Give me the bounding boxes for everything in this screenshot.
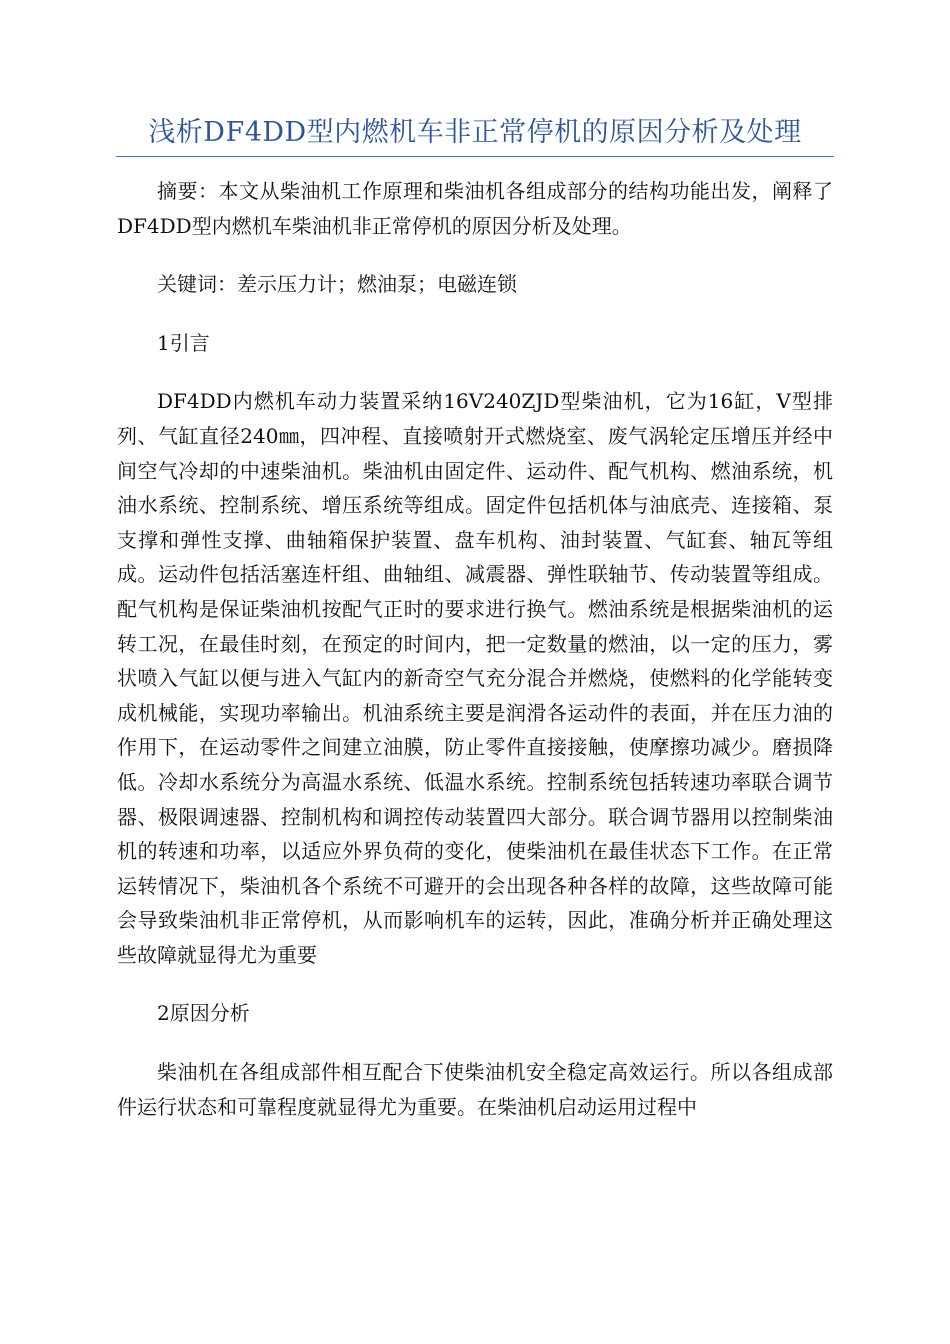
keywords-paragraph: 关键词：差示压力计；燃油泵；电磁连锁 bbox=[157, 272, 517, 297]
section-heading-introduction: 1引言 bbox=[157, 330, 210, 355]
cause-analysis-paragraph: 柴油机在各组成部件相互配合下使柴油机安全稳定高效运行。所以各组成部件运行状态和可靠程度就显得尤为重要。在柴油机启动运用过程中 bbox=[117, 1060, 833, 1119]
document-body bbox=[117, 174, 833, 1124]
section-heading-cause-analysis: 2原因分析 bbox=[157, 1001, 250, 1026]
document-title: 浅析DF4DD型内燃机车非正常停机的原因分析及处理 bbox=[148, 117, 802, 148]
title-block bbox=[116, 110, 834, 157]
abstract-paragraph: 摘要：本文从柴油机工作原理和柴油机各组成部分的结构功能出发，阐释了DF4DD型内燃机车柴油机非正常停机的原因分析及处理。 bbox=[117, 179, 833, 238]
introduction-paragraph: DF4DD内燃机车动力装置采纳16V240ZJD型柴油机，它为16缸，V型排列、气缸直径240㎜，四冲程、直接喷射开式燃烧室、废气涡轮定压增压并经中间空气冷却的中速柴油机。柴油机由固定件、运动件、配气机构、燃油系统，机油水系统、控制系统、增压系统等组成。固定件包括机体与油底壳、连接箱、泵支撑和弹性支撑、曲轴箱保护装置、盘车机构、油封装置、气缸套、轴瓦等组成。运动件包括活塞连杆组、曲轴组、减震器、弹性联轴节、传动装置等组成。配气机构是保证柴油机按配气正时的要求进行换气。燃油系统是根据柴油机的运转工况，在最佳时刻，在预定的时间内，把一定数量的燃油，以一定的压力，雾状喷入气缸以便与进入气缸内的新奇空气充分混合并燃烧，使燃料的化学能转变成机械能，实现功率输出。机油系统主要是润滑各运动件的表面，并在压力油的作用下，在运动零件之间建立油膜，防止零件直接接触，使摩擦功减少。磨损降低。冷却水系统分为高温水系统、低温水系统。控制系统包括转速功率联合调节器、极限调速器、控制机构和调控传动装置四大部分。联合调节器用以控制柴油机的转速和功率，以适应外界负荷的变化，使柴油机在最佳状态下工作。在正常运转情况下，柴油机各个系统不可避开的会出现各种各样的故障，这些故障可能会导致柴油机非正常停机，从而影响机车的运转，因此，准确分析并正确处理这些故障就显得尤为重要 bbox=[117, 389, 833, 967]
